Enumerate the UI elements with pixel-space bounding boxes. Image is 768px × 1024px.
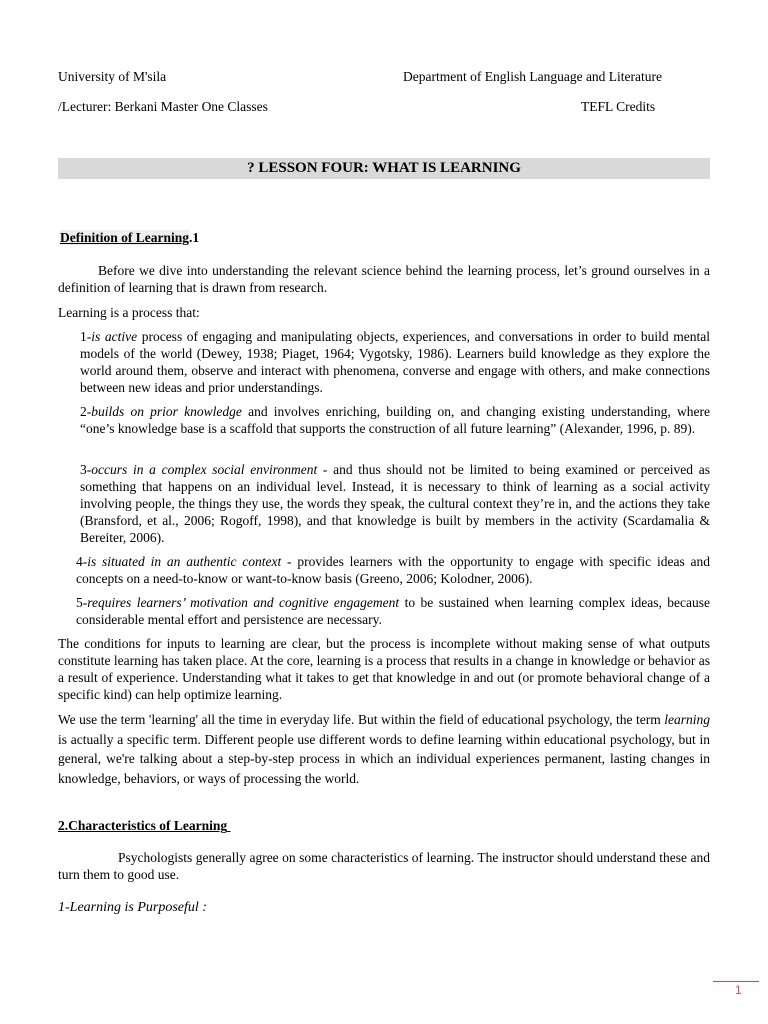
list-item-term: occurs in a complex social environment xyxy=(91,462,318,477)
header-row-2 xyxy=(58,99,710,115)
header-row-1 xyxy=(58,69,710,85)
section-2-intro: Psychologists generally agree on some characteristics of learning. The instructor should understand these and turn them to good use. xyxy=(58,850,710,882)
section-1-heading-number: .1 xyxy=(189,230,200,245)
list-item-term: builds on prior knowledge xyxy=(91,404,242,419)
list-item-term: is active xyxy=(91,329,138,344)
lecturer-info: /Lecturer: Berkani Master One Classes xyxy=(58,99,268,114)
section-1-intro: Before we dive into understanding the relevant science behind the learning process, let’s ground ourselves in a definition of learning that is drawn from research. xyxy=(58,263,710,295)
list-item-term: is situated in an authentic context xyxy=(87,554,282,569)
section-1-heading xyxy=(60,230,199,246)
list-item: 2-builds on prior knowledge and involves enriching, building on, and changing existing understanding, where “one’s knowledge base is a scaffold that supports the construction of all future learning” (Alexander, 1996, p. 89). xyxy=(80,404,710,436)
list-item: 4-is situated in an authentic context - provides learners with the opportunity to engage with specific ideas and concepts on a need-to-know or want-to-know basis (Greeno, 2006; Kolodner, 2006). xyxy=(76,554,710,586)
section-1-lead: Learning is a process that: xyxy=(58,305,200,320)
department-name: Department of English Language and Literature xyxy=(403,69,663,84)
term-paragraph: We use the term 'learning' all the time in everyday life. But within the field of educational psychology, the term learning is actually a specific term. Different people use different words to define learning within educational psychology, but in general, we're talking about a step-by-step process in which an individual experiences permanent, lasting changes in knowledge, behaviors, or ways of processing the world. xyxy=(58,712,710,786)
conditions-paragraph: The conditions for inputs to learning are clear, but the process is incomplete without making sense of what outputs constitute learning has taken place. At the core, learning is a process that results in a change in knowledge or behavior as a result of experience. Understanding what it takes to get that knowledge in and out (or promote behavioral change of a specific kind) can help optimize learning. xyxy=(58,636,710,702)
credits-info: TEFL Credits xyxy=(581,99,656,114)
list-item: 1-is active process of engaging and manipulating objects, experiences, and conversations in order to build mental models of the world (Dewey, 1938; Piaget, 1964; Vygotsky, 1986). Learners build knowledge as they explore the world around them, observe and interact with phenomena, converse and engage with others, and make connections between new ideas and prior understandings. xyxy=(80,329,710,395)
list-item: 5-requires learners’ motivation and cognitive engagement to be sustained when learning complex ideas, because considerable mental effort and persistence are necessary. xyxy=(76,595,711,627)
section-2-heading-text: 2.Characteristics of Learning xyxy=(58,818,228,833)
university-name: University of M'sila xyxy=(58,69,167,84)
list-item: 3-occurs in a complex social environment - and thus should not be limited to being examined or perceived as something that happens on an individual level. Instead, it is necessary to think of learning as a social activity involving people, the things they use, the words they speak, the cultural context they’re in, and the actions they take (Bransford, et al., 2006; Rogoff, 1998), and that knowledge is built by members in the activity (Scardamalia & Bereiter, 2006). xyxy=(80,462,710,545)
section-1-heading-text: Definition of Learning xyxy=(60,230,190,245)
section-2-heading xyxy=(58,818,230,834)
list-item-term: requires learners’ motivation and cognitive engagement xyxy=(87,595,400,610)
footer-divider xyxy=(713,981,759,982)
page-number: 1 xyxy=(735,983,742,997)
subheading-purposeful: 1-Learning is Purposeful : xyxy=(58,900,207,915)
lesson-title: ? LESSON FOUR: WHAT IS LEARNING xyxy=(58,158,710,179)
